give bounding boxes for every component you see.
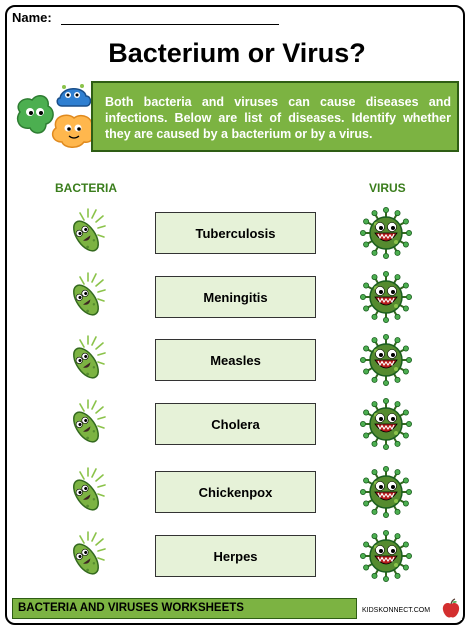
virus-icon bbox=[360, 271, 412, 323]
bacterium-icon bbox=[66, 399, 106, 449]
bacteria-column-heading: BACTERIA bbox=[55, 181, 117, 195]
disease-box[interactable]: Tuberculosis bbox=[155, 212, 316, 254]
bacterium-icon bbox=[66, 335, 106, 385]
virus-icon bbox=[360, 466, 412, 518]
virus-icon bbox=[360, 334, 412, 386]
name-label: Name: bbox=[12, 10, 52, 25]
bacterium-icon bbox=[66, 467, 106, 517]
name-field-line[interactable] bbox=[61, 24, 279, 25]
disease-box[interactable]: Measles bbox=[155, 339, 316, 381]
virus-icon bbox=[360, 530, 412, 582]
instructions-box bbox=[91, 81, 459, 152]
disease-box[interactable]: Herpes bbox=[155, 535, 316, 577]
disease-box[interactable]: Cholera bbox=[155, 403, 316, 445]
virus-icon bbox=[360, 207, 412, 259]
virus-icon bbox=[360, 398, 412, 450]
apple-icon bbox=[440, 598, 462, 620]
disease-box[interactable]: Meningitis bbox=[155, 276, 316, 318]
bacterium-icon bbox=[66, 531, 106, 581]
footer-banner: BACTERIA AND VIRUSES WORKSHEETS bbox=[12, 598, 357, 619]
disease-box[interactable]: Chickenpox bbox=[155, 471, 316, 513]
site-name: KIDSKONNECT.COM bbox=[362, 607, 431, 614]
instructions-text: Both bacteria and viruses can cause diseases and infections. Below are list of diseases. Identify whether they are caused by a bacterium or by a virus. bbox=[105, 95, 451, 141]
virus-column-heading: VIRUS bbox=[369, 181, 406, 195]
bacterium-icon bbox=[66, 272, 106, 322]
page-title: Bacterium or Virus? bbox=[108, 38, 366, 68]
bacterium-icon bbox=[66, 208, 106, 258]
